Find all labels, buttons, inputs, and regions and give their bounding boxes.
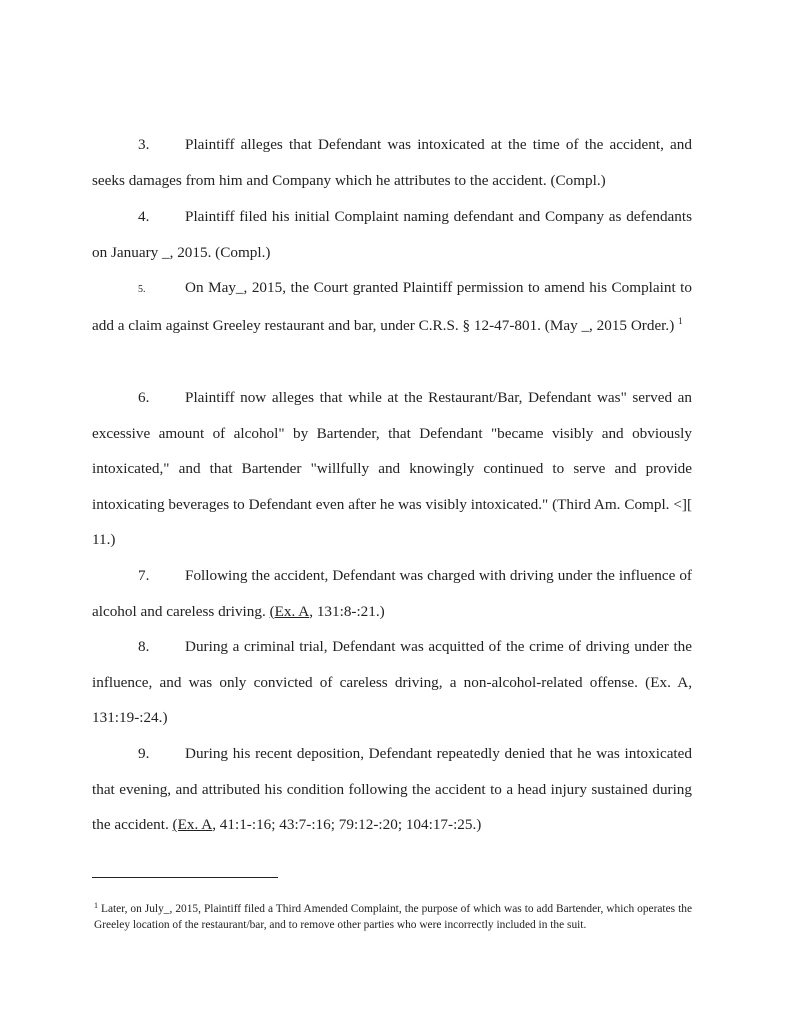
paragraph-4 [92,199,692,270]
citation-text: , 41:1-:16; 43:7-:16; 79:12-:20; 104:17-:25.) [212,816,482,833]
paragraph-number: 4. [138,208,150,225]
paragraph-text: Plaintiff alleges that Defendant was intoxicated at the time of the accident, and seeks damages from him and Company which he attributes to the accident. (Compl.) [92,136,692,189]
paragraph-6 [92,380,692,558]
paragraph-text: During his recent deposition, Defendant repeatedly denied that he was intoxicated that evening, and attributed his condition following the accident to a head injury sustained during the accident. [92,745,692,833]
paragraph-number: 3. [138,136,150,153]
paragraph-5 [92,270,692,343]
paragraph-8 [92,629,692,736]
paragraph-number: 8. [138,638,150,655]
footnote-number: 1 [94,901,98,910]
footnote-text: Later, on July_, 2015, Plaintiff filed a Third Amended Complaint, the purpose of which was to add Bartender, which operates the Greeley location of the restaurant/bar, and to remove other parties who were incorrectly included in the suit. [94,903,692,931]
paragraph-text: Plaintiff now alleges that while at the Restaurant/Bar, Defendant was" served an excessive amount of alcohol" by Bartender, that Defendant "became visibly and obviously intoxicated," and that Bartender "willfully and knowingly continued to serve and provide intoxicating beverages to Defendant even after he was visibly intoxicated." (Third Am. Compl. <][ 11.) [92,389,692,548]
paragraph-text: During a criminal trial, Defendant was acquitted of the crime of driving under the influence, and was only convicted of careless driving, a non-alcohol-related offense. (Ex. A, 131:19-:24.) [92,638,692,726]
paragraph-text: On May_, 2015, the Court granted Plaintiff permission to amend his Complaint to add a claim against Greeley restaurant and bar, under C.R.S. § 12-47-801. (May _, 2015 Order.) [92,279,692,334]
exhibit-reference[interactable]: (Ex. A [269,602,310,620]
paragraph-9 [92,736,692,843]
paragraph-3 [92,127,692,198]
citation-text: , 131:8-:21.) [309,602,385,620]
footnote-divider [92,877,278,878]
paragraph-number: 7. [138,567,150,584]
footnote-reference[interactable]: 1 [678,315,683,326]
paragraph-text: Plaintiff filed his initial Complaint naming defendant and Company as defendants on January _, 2015. (Compl.) [92,208,692,261]
footnote [94,902,692,933]
paragraph-text: Following the accident, Defendant was charged with driving under the influence of alcohol and careless driving. [92,567,692,620]
exhibit-reference[interactable]: (Ex. A [172,816,213,833]
paragraph-7 [92,558,692,629]
paragraph-number: 6. [138,389,150,406]
paragraph-number: 5. [138,284,146,295]
paragraph-number: 9. [138,745,150,762]
